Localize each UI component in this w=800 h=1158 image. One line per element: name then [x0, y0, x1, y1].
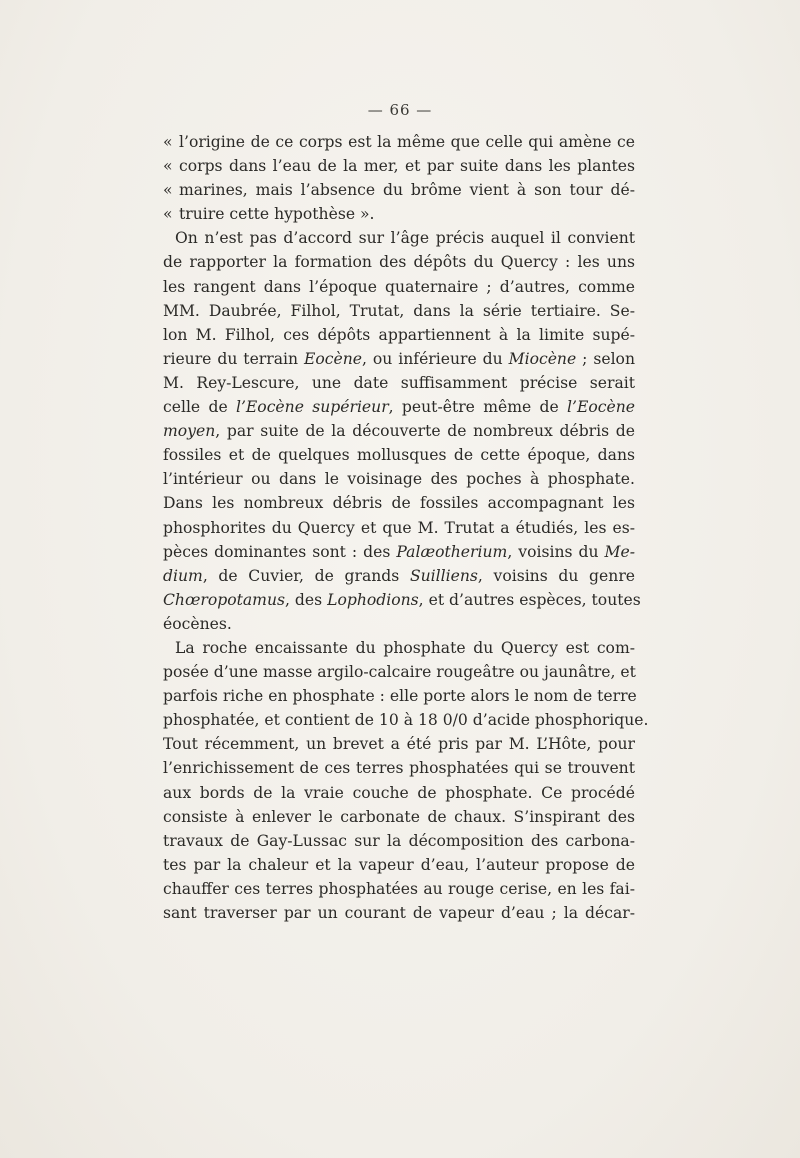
line-text: éocènes. — [163, 614, 232, 633]
line-text: tes par la chaleur et la vapeur d’eau, l’auteur propose de — [163, 855, 635, 874]
text-line — [163, 636, 635, 660]
text-line — [163, 805, 635, 829]
line-text: , ou inférieure du — [362, 349, 509, 368]
line-text: lon M. Filhol, ces dépôts appartiennent à la limite supé- — [163, 325, 635, 344]
quote-mark: « — [163, 133, 173, 151]
text-line — [163, 660, 635, 684]
line-text: Dans les nombreux débris de fossiles accompagnant les — [163, 494, 635, 513]
line-text: marines, mais l’absence du brôme vient à son tour dé- — [179, 181, 635, 200]
line-text: , des — [285, 590, 328, 609]
italic-term: dium — [163, 566, 203, 585]
line-text: l’intérieur ou dans le voisinage des poches à phosphate. — [163, 470, 635, 489]
line-text: l’enrichissement de ces terres phosphatées qui se trouvent — [163, 759, 635, 778]
line-text: l’origine de ce corps est la même que celle qui amène ce — [179, 133, 635, 151]
italic-term: l’Eocène supérieur — [235, 398, 389, 417]
italic-term: Palæotherium — [396, 542, 508, 561]
line-text: On n’est pas d’accord sur l’âge précis auquel il convient — [175, 229, 635, 248]
line-text: ; selon — [576, 349, 635, 368]
text-line — [163, 516, 635, 540]
text-line — [163, 612, 635, 636]
text-line — [163, 154, 635, 178]
line-text: , voisins du — [507, 542, 605, 561]
line-text: phosphorites du Quercy et que M. Trutat a étudiés, les es- — [163, 518, 635, 537]
line-text: , voisins du genre — [477, 566, 635, 585]
text-line — [163, 395, 635, 419]
body-text — [163, 130, 649, 925]
line-text: M. Rey-Lescure, une date suffisamment précise serait — [163, 373, 635, 392]
line-text: de rapporter la formation des dépôts du Quercy : les uns — [163, 253, 635, 272]
text-line — [163, 275, 635, 299]
italic-term: Lophodions — [327, 590, 419, 609]
text-line — [163, 467, 635, 491]
italic-term: moyen — [163, 422, 216, 441]
text-line — [163, 491, 635, 515]
line-text: phosphatée, et contient de 10 à 18 0/0 d’acide phosphorique. — [163, 711, 649, 730]
text-line — [163, 588, 641, 612]
quote-mark: « — [163, 205, 173, 224]
italic-term: Eocène — [303, 349, 362, 368]
text-line — [163, 708, 649, 732]
line-text: fossiles et de quelques mollusques de cette époque, dans — [163, 446, 635, 465]
text-line — [163, 781, 635, 805]
quote-mark: « — [163, 157, 173, 176]
text-line — [163, 829, 635, 853]
line-text: travaux de Gay-Lussac sur la décomposition des carbona- — [163, 831, 635, 850]
italic-term: Miocène — [508, 349, 577, 368]
text-line — [163, 419, 635, 443]
page-number: — 66 — — [367, 101, 433, 119]
line-text: parfois riche en phosphate : elle porte alors le nom de terre — [163, 687, 637, 706]
text-line — [163, 540, 635, 564]
text-line — [163, 250, 635, 274]
italic-term: Me- — [604, 542, 635, 561]
line-text: , et d’autres espèces, toutes — [418, 590, 641, 609]
line-text: La roche encaissante du phosphate du Quercy est com- — [175, 638, 635, 657]
italic-term: l’Eocène — [567, 398, 635, 417]
quote-mark: « — [163, 181, 173, 200]
line-text: celle de — [163, 398, 236, 417]
line-text: corps dans l’eau de la mer, et par suite dans les plantes — [179, 157, 635, 176]
line-text: les rangent dans l’époque quaternaire ; d’autres, comme — [163, 277, 635, 296]
line-text: Tout récemment, un brevet a été pris par M. L’Hôte, pour — [163, 735, 635, 754]
line-text: truire cette hypothèse ». — [179, 205, 375, 224]
line-text: consiste à enlever le carbonate de chaux. S’inspirant des — [163, 807, 635, 826]
text-line — [163, 130, 635, 154]
text-line — [163, 347, 635, 371]
line-text: posée d’une masse argilo-calcaire rougeâtre ou jaunâtre, et — [163, 663, 636, 682]
italic-term: Chœropotamus — [163, 590, 286, 609]
text-line — [163, 226, 635, 250]
italic-term: Suilliens — [409, 566, 478, 585]
text-line — [163, 877, 635, 901]
line-text: pèces dominantes sont : des — [163, 542, 397, 561]
line-text: MM. Daubrée, Filhol, Trutat, dans la série tertiaire. Se- — [163, 301, 635, 320]
line-text: , peut-être même de — [388, 398, 568, 417]
text-line — [163, 901, 635, 925]
text-line — [163, 178, 635, 202]
text-line — [163, 732, 635, 756]
text-line — [163, 323, 635, 347]
text-line — [163, 684, 635, 708]
line-text: aux bords de la vraie couche de phosphate. Ce procédé — [163, 783, 635, 802]
line-text: , de Cuvier, de grands — [202, 566, 410, 585]
text-line — [163, 202, 635, 226]
line-text: sant traverser par un courant de vapeur d’eau ; la décar- — [163, 904, 635, 922]
line-text: rieure du terrain — [163, 349, 304, 368]
text-line — [163, 299, 635, 323]
line-text: , par suite de la découverte de nombreux débris de — [215, 422, 635, 441]
text-line — [163, 371, 635, 395]
text-line — [163, 756, 635, 780]
text-line — [163, 443, 635, 467]
line-text: chauffer ces terres phosphatées au rouge cerise, en les fai- — [163, 879, 635, 898]
text-line — [163, 853, 635, 877]
text-line — [163, 564, 635, 588]
